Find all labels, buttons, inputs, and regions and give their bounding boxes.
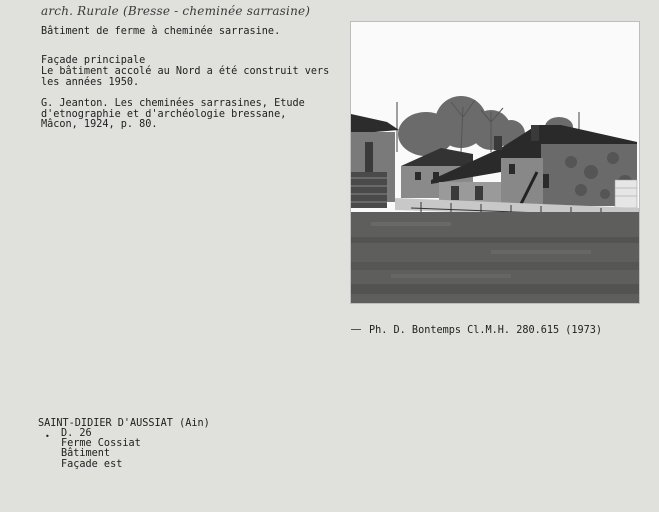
- location-commune: SAINT-DIDIER D'AUSSIAT (Ain): [38, 418, 210, 429]
- credit-dash: [351, 329, 361, 330]
- bullet-icon: •: [45, 432, 50, 441]
- reference-line-3: Mâcon, 1924, p. 80.: [41, 119, 158, 130]
- reference-line-2: d'etnographie et d'archéologie bressane,: [41, 109, 287, 120]
- farm-building-photo: [350, 21, 640, 304]
- location-road: D. 26: [61, 428, 92, 439]
- description-line-1: Façade principale: [41, 55, 146, 66]
- location-farm: Ferme Cossiat: [61, 438, 141, 449]
- location-view: Façade est: [61, 459, 123, 470]
- reference-line-1: G. Jeanton. Les cheminées sarrasines, Etude: [41, 98, 305, 109]
- document-title: Bâtiment de ferme à cheminée sarrasine.: [41, 26, 281, 37]
- description-line-3: les années 1950.: [41, 77, 140, 88]
- location-type: Bâtiment: [61, 448, 111, 459]
- photo-credit: Ph. D. Bontemps Cl.M.H. 280.615 (1973): [369, 325, 603, 336]
- handwritten-note: arch. Rurale (Bresse - cheminée sarrasine): [41, 4, 311, 18]
- description-line-2: Le bâtiment accolé au Nord a été construit vers: [41, 66, 330, 77]
